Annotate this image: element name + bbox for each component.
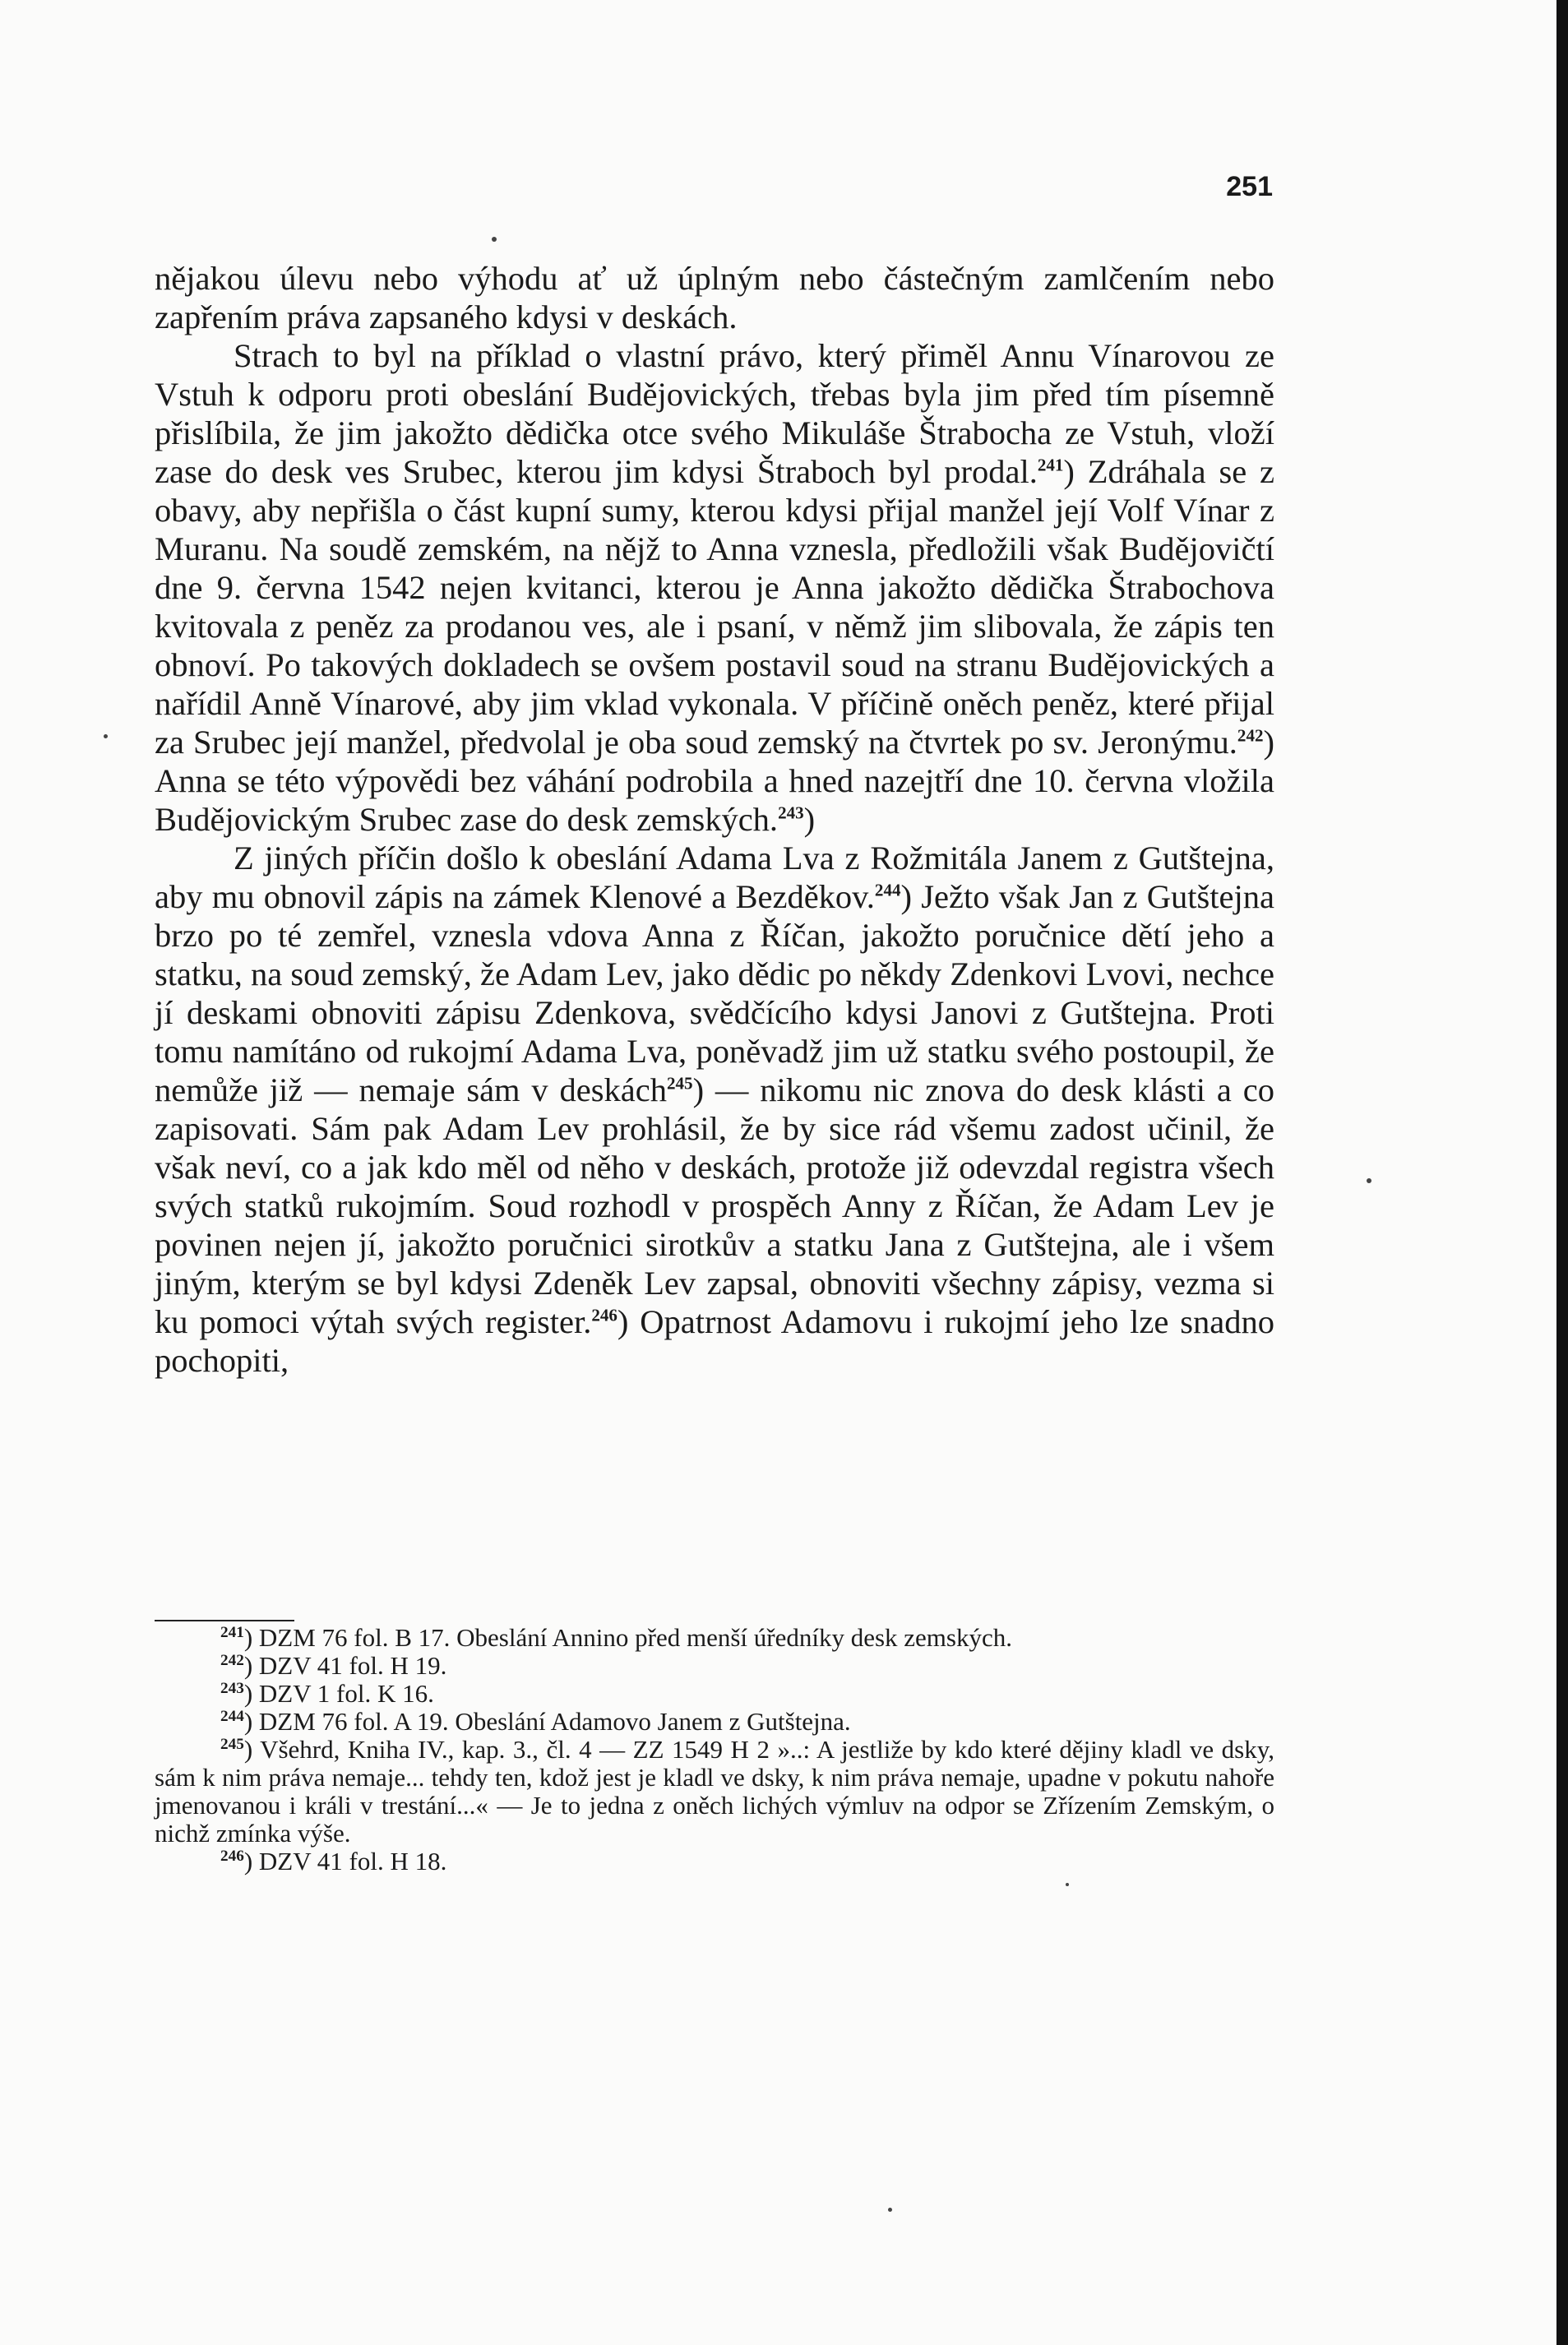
footnotes [155,1624,1274,1876]
footnote-mark: 241 [220,1623,244,1641]
footnote-mark: 245 [220,1735,244,1753]
footnote-ref: 246 [591,1305,617,1325]
text-run: ) [803,801,816,838]
page-number: 251 [1226,171,1273,202]
footnote [155,1624,1274,1652]
footnote [155,1736,1274,1848]
footnote-ref: 245 [666,1073,693,1094]
scan-speck [492,237,497,242]
text-run: Strach to byl na příklad o vlastní právo, který přiměl Annu Vínarovou ze Vstuh k odporu proti obeslání Budějovických, třebas byla jim před tím písemně přislíbila, že jim jakožto dědička otce svého Mikuláše Štrabocha ze Vstuh, vloží zase do desk ves Srubec, kterou jim kdysi Štraboch byl prodal. [155,337,1274,490]
footnote-mark: 246 [220,1847,244,1865]
footnote-ref: 241 [1037,455,1064,475]
footnote-text: ) DZV 41 fol. H 18. [243,1847,447,1876]
scan-dark-edge [1556,0,1568,2345]
text-run: ) — nikomu nic znova do desk klásti a co zapisovati. Sám pak Adam Lev prohlásil, že by sice rád všemu zadost učinil, že však neví, co a jak kdo měl od něho v deskách, protože již odevzdal registra všech svých statků rukojmím. Soud rozhodl v prospěch Anny z Říčan, že Adam Lev je povinen nejen jí, jakožto poručnici sirotkův a statku Jana z Gutštejna, ale i všem jiným, kterým se byl kdysi Zdeněk Lev zapsal, obnoviti všechny zápisy, vezma si ku pomoci výtah svých register. [155,1071,1274,1340]
footnote-mark: 243 [220,1679,244,1697]
footnote-text: ) DZM 76 fol. A 19. Obeslání Adamovo Janem z Gutštejna. [243,1707,851,1736]
footnote [155,1708,1274,1736]
scan-speck [1066,1883,1069,1886]
paragraph [155,259,1274,336]
footnote [155,1680,1274,1708]
text-run: ) Ježto však Jan z Gutštejna brzo po té zemřel, vznesla vdova Anna z Říčan, jakožto poručnice dětí jeho a statku, na soud zemský, že Adam Lev, jako dědic po někdy Zdenkovi Lvovi, nechce jí deskami obnoviti zápisu Zdenkova, svědčícího kdysi Janovi z Gutštejna. Proti tomu namítáno od rukojmí Adama Lva, poněvadž jim už statku svého postoupil, že nemůže již — nemaje sám v deskách [155,878,1274,1108]
footnote-ref: 242 [1237,725,1264,746]
scan-speck [1367,1178,1371,1183]
scan-speck [888,2208,892,2212]
footnote [155,1652,1274,1680]
paragraph [155,839,1274,1380]
footnote-ref: 244 [874,880,901,900]
footnote-ref: 243 [778,802,804,823]
footnote-mark: 244 [220,1707,244,1725]
text-run: ) Opatrnost Adamovu i rukojmí jeho lze snadno pochopiti, [155,1303,1274,1379]
text-run: ) Anna se této výpovědi bez váhání podrobila a hned nazejtří dne 10. června vložila Budějovickým Srubec zase do desk zemských. [155,724,1274,838]
footnote-text: ) DZV 1 fol. K 16. [243,1679,434,1708]
paragraph [155,336,1274,839]
footnote [155,1848,1274,1876]
footnote-text: ) Všehrd, Kniha IV., kap. 3., čl. 4 — ZZ 1549 H 2 »..: A jestliže by kdo které dějiny kladl ve dsky, sám k nim práva nemaje... tehdy ten, kdož jest je kladl ve dsky, k nim práva nemaje, upadne v pokutu nahoře jmenovanou i králi v trestání...« — Je to jedna z oněch lichých výmluv na odpor se Zřízením Zemským, o nichž zmínka výše. [155,1735,1274,1848]
text-run: nějakou úlevu nebo výhodu ať už úplným nebo částečným zamlčením nebo zapřením práva zapsaného kdysi v deskách. [155,260,1274,335]
footnote-mark: 242 [220,1651,244,1669]
footnote-text: ) DZV 41 fol. H 19. [243,1651,447,1680]
text-run: Z jiných příčin došlo k obeslání Adama Lva z Rožmitála Janem z Gutštejna, aby mu obnovil zápis na zámek Klenové a Bezděkov. [155,839,1274,915]
footnote-text: ) DZM 76 fol. B 17. Obeslání Annino před menší úředníky desk zemských. [243,1623,1012,1652]
scan-speck [104,734,108,738]
footnote-divider [155,1620,294,1621]
text-run: ) Zdráhala se z obavy, aby nepřišla o část kupní sumy, kterou kdysi přijal manžel její Volf Vínar z Muranu. Na soudě zemském, na nějž to Anna vznesla, předložili však Budějovičtí dne 9. června 1542 nejen kvitanci, kterou je Anna jakožto dědička Štrabochova kvitovala z peněz za prodanou ves, ale i psaní, v němž jim slibovala, že zápis ten obnoví. Po takových dokladech se ovšem postavil soud na stranu Budějovických a nařídil Anně Vínarové, aby jim vklad vykonala. V příčině oněch peněz, které přijal za Srubec její manžel, předvolal je oba soud zemský na čtvrtek po sv. Jeronýmu. [155,453,1274,761]
main-text [155,259,1274,1380]
